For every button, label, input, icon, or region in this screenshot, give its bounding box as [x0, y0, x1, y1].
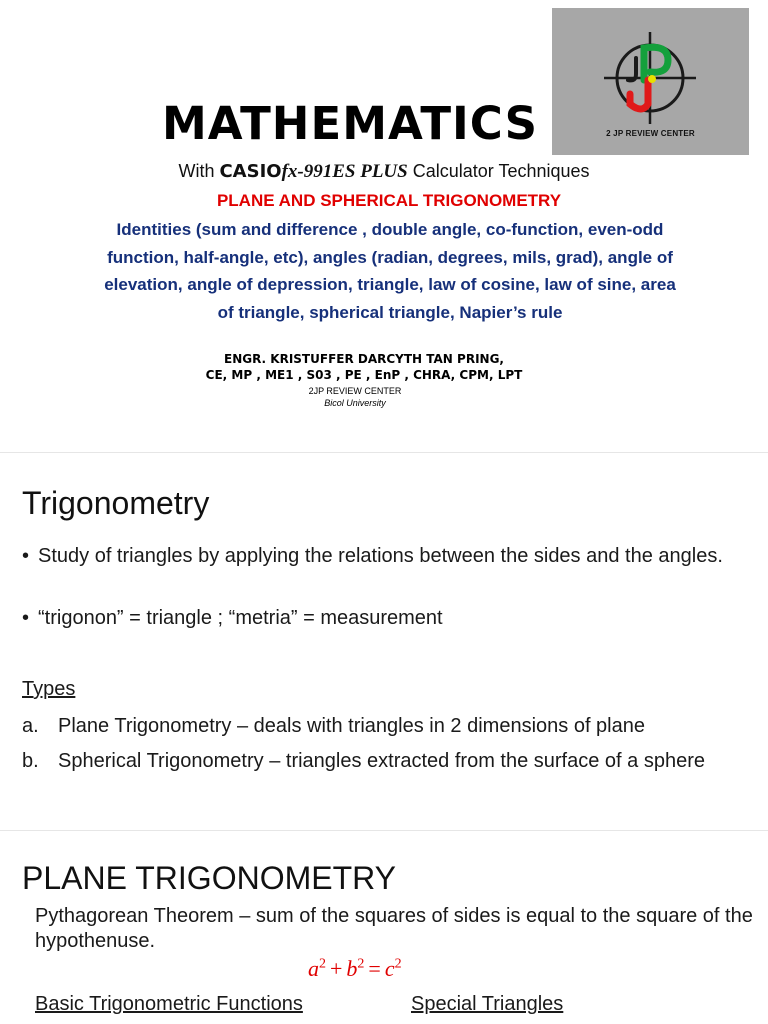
eq-c: c: [384, 956, 395, 981]
subject-title: PLANE AND SPHERICAL TRIGONOMETRY: [216, 191, 562, 210]
eq-exp: 2: [394, 956, 402, 972]
eq-plus: +: [330, 956, 343, 981]
author-name: ENGR. KRISTUFFER DARCYTH TAN PRING,: [224, 352, 504, 366]
calculator-subtitle: [0, 161, 768, 183]
review-center-name: 2JP REVIEW CENTER: [308, 386, 402, 396]
bullet-text: Study of triangles by applying the relations between the sides and the angles.: [38, 545, 723, 567]
calculator-model: fx-991ES PLUS: [281, 161, 408, 182]
casio-brand: CASIO: [219, 161, 282, 182]
logo-caption: 2 JP REVIEW CENTER: [606, 129, 695, 138]
author-block: [0, 351, 728, 383]
special-triangles-heading: Special Triangles: [411, 993, 564, 1015]
university-name: Bicol University: [324, 398, 386, 408]
plane-trigonometry-heading: PLANE TRIGONOMETRY: [22, 860, 396, 896]
cover-slide: [0, 0, 768, 452]
trigonometry-slide: [0, 453, 768, 830]
eq-a: a: [308, 956, 319, 981]
types-label: Types: [22, 678, 76, 700]
with-text: With: [178, 161, 215, 181]
trigonometry-heading: Trigonometry: [22, 485, 210, 521]
bullet-dot-icon: •: [22, 607, 30, 629]
eq-equals: =: [368, 956, 381, 981]
technique-text: Calculator Techniques: [412, 161, 590, 181]
pythagorean-text: Pythagorean Theorem – sum of the squares of sides is equal to the square of the hypothenuse.: [35, 905, 753, 952]
main-title: MATHEMATICS: [162, 97, 539, 150]
eq-exp: 2: [319, 956, 326, 972]
type-text: Plane Trigonometry – deals with triangles in 2 dimensions of plane: [58, 715, 645, 737]
pythagorean-equation: [308, 956, 402, 982]
eq-b: b: [346, 956, 358, 981]
plane-trigonometry-slide: [0, 831, 768, 1024]
basic-functions-heading: Basic Trigonometric Functions: [35, 993, 303, 1015]
bullet-dot-icon: •: [22, 545, 30, 567]
type-marker: a.: [22, 715, 39, 737]
topics-list: Identities (sum and difference , double angle, co-function, even-odd function, half-angle, etc), angles (radian, degrees, mils, grad), angle of elevation, angle of depression, triangle, law of cosine, law of sine, area of triangle, spherical triangle, Napier’s rule: [104, 220, 676, 322]
review-center-logo: [552, 8, 749, 155]
bullet-text: “trigonon” = triangle ; “metria” = measurement: [38, 607, 443, 629]
type-marker: b.: [22, 750, 39, 772]
author-credentials: CE, MP , ME1 , S03 , PE , EnP , CHRA, CPM, LPT: [205, 368, 523, 382]
eq-exp: 2: [357, 956, 365, 972]
type-text: Spherical Trigonometry – triangles extracted from the surface of a sphere: [58, 750, 705, 772]
